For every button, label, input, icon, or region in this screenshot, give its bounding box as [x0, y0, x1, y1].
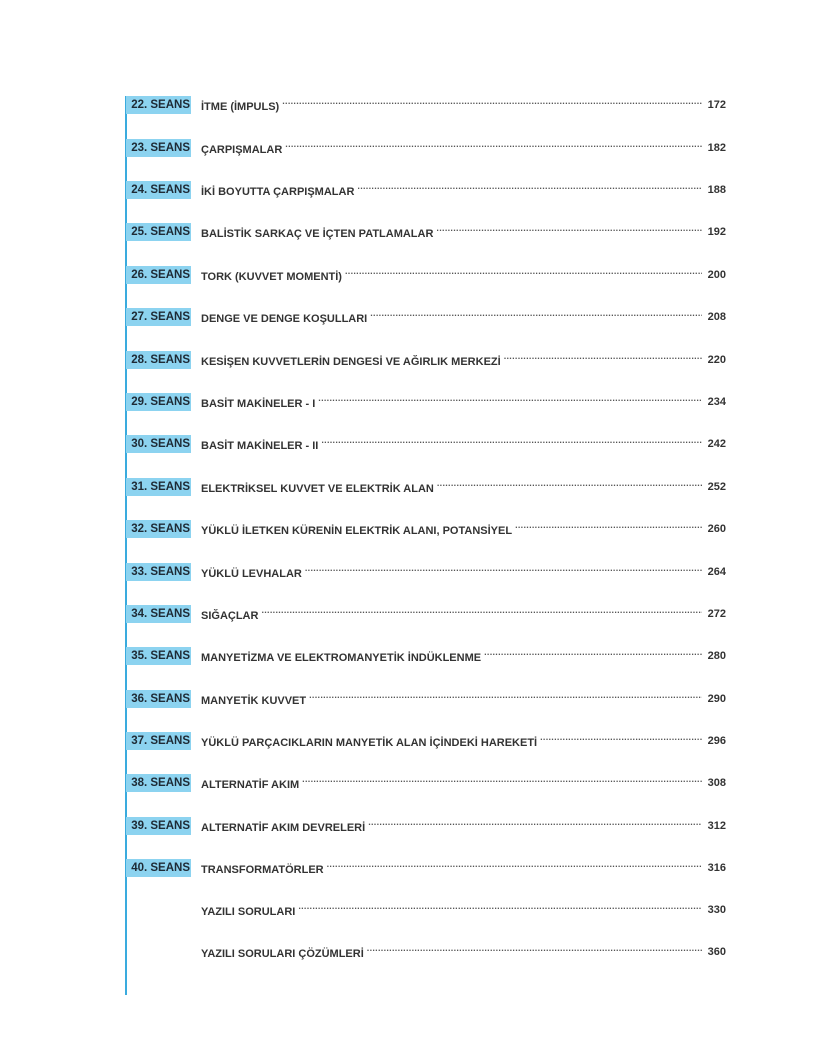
toc-entry[interactable]	[126, 308, 726, 326]
entry-title: MANYETİZMA VE ELEKTROMANYETİK İNDÜKLENME	[201, 651, 482, 664]
session-badge-empty	[126, 943, 191, 961]
entry-title: YAZILI SORULARI	[201, 905, 296, 918]
toc-entry[interactable]	[126, 859, 726, 877]
dot-leader	[515, 522, 702, 534]
session-badge: 28. SEANS	[126, 351, 191, 369]
toc-entry[interactable]	[126, 690, 726, 708]
dot-leader	[285, 141, 702, 153]
page-number: 264	[707, 566, 726, 578]
session-badge: 33. SEANS	[126, 563, 191, 581]
session-badge-empty	[126, 901, 191, 919]
session-badge: 27. SEANS	[126, 308, 191, 326]
page-number: 312	[707, 820, 726, 832]
dot-leader	[309, 692, 702, 704]
toc-entry[interactable]	[126, 478, 726, 496]
session-badge: 39. SEANS	[126, 817, 191, 835]
toc-entry[interactable]	[126, 943, 726, 961]
dot-leader	[318, 395, 702, 407]
page-number: 242	[707, 438, 726, 450]
page-number: 280	[707, 650, 726, 662]
dot-leader	[484, 649, 702, 661]
toc-entry[interactable]	[126, 605, 726, 623]
toc-entry[interactable]	[126, 393, 726, 411]
entry-title: ALTERNATİF AKIM	[201, 778, 300, 791]
dot-leader	[436, 225, 702, 237]
entry-title: SIĞAÇLAR	[201, 609, 259, 622]
page-number: 252	[707, 481, 726, 493]
session-badge: 36. SEANS	[126, 690, 191, 708]
toc-entry[interactable]	[126, 901, 726, 919]
toc-entry[interactable]	[126, 223, 726, 241]
dot-leader	[437, 480, 702, 492]
entry-title: YÜKLÜ İLETKEN KÜRENİN ELEKTRİK ALANI, POTANSİYEL	[201, 524, 513, 537]
entry-title: ÇARPIŞMALAR	[201, 143, 283, 156]
dot-leader	[305, 565, 702, 577]
toc-entry[interactable]	[126, 139, 726, 157]
dot-leader	[357, 183, 702, 195]
dot-leader	[540, 734, 702, 746]
toc-entry[interactable]	[126, 817, 726, 835]
entry-title: İKİ BOYUTTA ÇARPIŞMALAR	[201, 185, 355, 198]
page-number: 182	[707, 142, 726, 154]
entry-title: MANYETİK KUVVET	[201, 694, 307, 707]
dot-leader	[327, 861, 702, 873]
entry-title: DENGE VE DENGE KOŞULLARI	[201, 312, 368, 325]
page-number: 316	[707, 862, 726, 874]
dot-leader	[504, 353, 702, 365]
entry-title: YÜKLÜ LEVHALAR	[201, 567, 302, 580]
session-badge: 37. SEANS	[126, 732, 191, 750]
page-number: 192	[707, 226, 726, 238]
session-badge: 38. SEANS	[126, 774, 191, 792]
page-number: 296	[707, 735, 726, 747]
entry-title: ELEKTRİKSEL KUVVET VE ELEKTRİK ALAN	[201, 482, 434, 495]
session-badge: 23. SEANS	[126, 139, 191, 157]
session-badge: 34. SEANS	[126, 605, 191, 623]
dot-leader	[368, 819, 702, 831]
dot-leader	[298, 903, 702, 915]
page-number: 188	[707, 184, 726, 196]
dot-leader	[261, 607, 702, 619]
entry-title: TRANSFORMATÖRLER	[201, 863, 324, 876]
session-badge: 22. SEANS	[126, 96, 191, 114]
entry-title: YAZILI SORULARI ÇÖZÜMLERİ	[201, 947, 364, 960]
toc-entry[interactable]	[126, 266, 726, 284]
dot-leader	[370, 310, 702, 322]
toc-entry[interactable]	[126, 774, 726, 792]
dot-leader	[321, 437, 702, 449]
page-number: 260	[707, 523, 726, 535]
session-badge: 35. SEANS	[126, 647, 191, 665]
page-number: 208	[707, 311, 726, 323]
page-number: 272	[707, 608, 726, 620]
entry-title: KESİŞEN KUVVETLERİN DENGESİ VE AĞIRLIK MERKEZİ	[201, 355, 501, 368]
session-badge: 26. SEANS	[126, 266, 191, 284]
entry-title: BASİT MAKİNELER - II	[201, 439, 319, 452]
dot-leader	[282, 98, 702, 110]
dot-leader	[345, 268, 702, 280]
session-badge: 25. SEANS	[126, 223, 191, 241]
toc-entry[interactable]	[126, 647, 726, 665]
entry-title: BALİSTİK SARKAÇ VE İÇTEN PATLAMALAR	[201, 227, 434, 240]
entry-title: YÜKLÜ PARÇACIKLARIN MANYETİK ALAN İÇİNDEKİ HAREKETİ	[201, 736, 538, 749]
entry-title: BASİT MAKİNELER - I	[201, 397, 316, 410]
toc-entry[interactable]	[126, 563, 726, 581]
dot-leader	[302, 776, 702, 788]
page-number: 172	[707, 99, 726, 111]
session-badge: 24. SEANS	[126, 181, 191, 199]
page-number: 200	[707, 269, 726, 281]
toc-entry[interactable]	[126, 351, 726, 369]
session-badge: 40. SEANS	[126, 859, 191, 877]
page-number: 330	[707, 904, 726, 916]
toc-entry[interactable]	[126, 520, 726, 538]
page-number: 308	[707, 777, 726, 789]
session-badge: 29. SEANS	[126, 393, 191, 411]
page-number: 234	[707, 396, 726, 408]
session-badge: 31. SEANS	[126, 478, 191, 496]
page-number: 220	[707, 354, 726, 366]
page-number: 360	[707, 946, 726, 958]
dot-leader	[367, 945, 702, 957]
session-badge: 30. SEANS	[126, 435, 191, 453]
toc-entry[interactable]	[126, 435, 726, 453]
toc-entry[interactable]	[126, 96, 726, 114]
page-number: 290	[707, 693, 726, 705]
entry-title: TORK (KUVVET MOMENTİ)	[201, 270, 342, 283]
session-badge: 32. SEANS	[126, 520, 191, 538]
toc-entry[interactable]	[126, 732, 726, 750]
entry-title: ALTERNATİF AKIM DEVRELERİ	[201, 821, 366, 834]
toc-entry[interactable]	[126, 181, 726, 199]
entry-title: İTME (İMPULS)	[201, 100, 280, 113]
